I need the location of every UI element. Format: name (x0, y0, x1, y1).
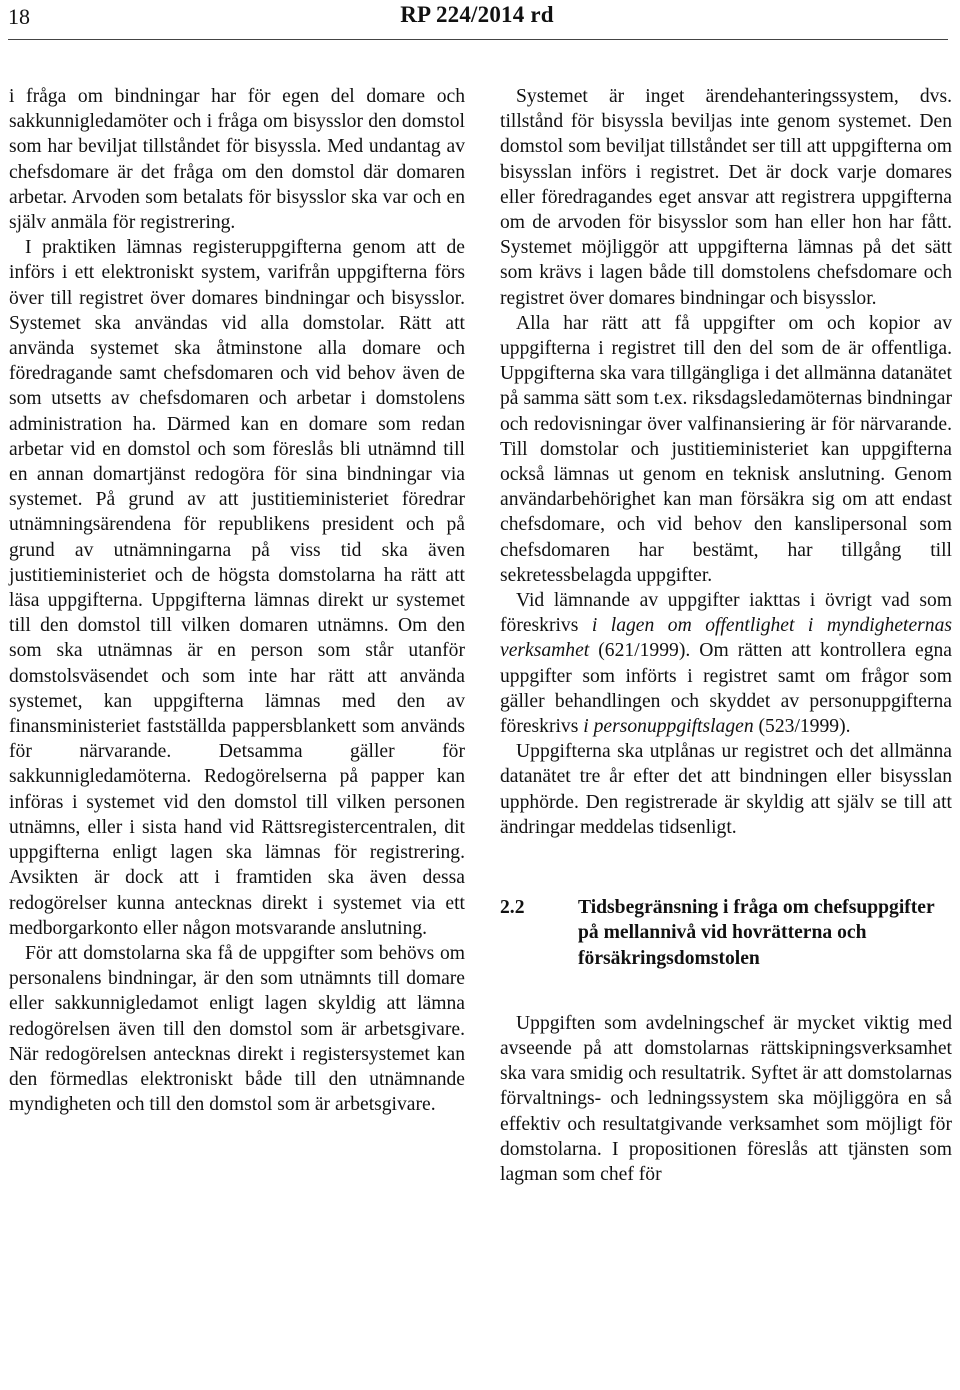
paragraph: Systemet är inget ärendehanteringssystem, dvs. tillstånd för bisyssla beviljas inte genom systemet. Den domstol som beviljat tillståndet ser till att uppgifterna om bisysslan införs i registret. Det är dock varje domares eller föredragandes eget ansvar att registrera uppgifterna om de arvoden för bisysslor som han eller hon har fått. Systemet möjliggör att uppgifterna lämnas på det sätt som krävs i lagen både till domstolens chefsdomare och registret över domares bindningar och bisysslor. (500, 86, 952, 309)
paragraph-text: (523/1999). (753, 716, 851, 738)
section-title: Tidsbegränsning i fråga om chefsuppgifter på mellannivå vid hovrätterna och försäkringsdomstolen (578, 897, 935, 969)
header-rule (8, 39, 948, 40)
left-column (9, 84, 465, 1117)
paragraph: Uppgifterna ska utplånas ur registret och det allmänna datanätet tre år efter det att bindningen eller bisysslan upphörde. Den registrerade är skyldig att själv se till att ändringar meddelas tidsenligt. (500, 741, 952, 838)
paragraph: i fråga om bindningar har för egen del domare och sakkunnigledamöter och i fråga om bisysslor den domstol som har beviljat tillståndet för bisyssla. Med undantag av chefsdomare är det fråga om den domstol där domaren arbetar. Arvoden som betalats för bisysslor ska var och en själv anmäla för registrering. (9, 86, 465, 234)
paragraph: I praktiken lämnas registeruppgifterna genom att de införs i ett elektroniskt system, varifrån uppgifterna förs över till registret över domares bindningar och bisysslor. Systemet ska användas vid alla domstolar. Rätt att använda systemet ska åtminstone alla domare och föredragande samt chefsdomaren och vid behov även de som utsetts av chefsdomaren och arbetar i domstolens administration ha. Därmed kan en domare som redan arbetar vid en domstol och som föreslås bli utnämnd till en annan domartjänst redogöra för sina bindningar via systemet. På grund av att justitieministeriet föredrar utnämningsärendena för republikens president och på grund av utnämningarna på viss tid ska även justitieministeriet och de högsta domstolarna ha rätt att läsa uppgifterna. Uppgifterna lämnas direkt ur systemet till den domstol till vilken domaren utnämns. Om den som ska utnämnas är en person som står utanför domstolsväsendet och som inte har rätt att använda systemet, kan uppgifterna lämnas med den av finansministeriet fastställda pappersblankett som används för närvarande. Detsamma gäller för sakkunnigledamöterna. Redogörelserna på papper kan införas i systemet vid den domstol till vilken personen utnämns, eller i sista hand vid Rättsregistercentralen, dit uppgifterna enligt lagen ska lämnas för registrering. Avsikten är dock att i framtiden ska även dessa redogörelser kunna antecknas direkt i systemet via ett medborgarkonto eller någon motsvarande anslutning. (9, 237, 465, 939)
paragraph-text: (621/1999). Om rätten att kontrollera egna uppgifter som införts i registret samt om frågor som gäller behandlingen och skyddet av personuppgifterna föreskrivs (500, 640, 952, 738)
section-number: 2.2 (500, 897, 525, 919)
paragraph: Uppgiften som avdelningschef är mycket viktig med avseende på att domstolarnas rättskipningsverksamhet ska vara smidig och resultatrik. Syftet är att domstolarnas förvaltnings- och ledningssystem ska möjliggöra en så effektiv och resultatgivande verksamhet som möjligt för domstolarna. I propositionen föreslås att tjänsten som lagman som chef för (500, 1012, 952, 1185)
paragraph-text: Vid lämnande av uppgifter iakttas i övrigt vad som föreskrivs (500, 590, 952, 637)
document-id: RP 224/2014 rd (400, 2, 554, 27)
page-number: 18 (8, 4, 30, 29)
paragraph (500, 588, 952, 739)
law-reference: i lagen om offentlighet i myndigheternas verksamhet (500, 615, 952, 662)
section-heading (500, 895, 952, 971)
right-column (500, 84, 952, 1187)
page-header (8, 0, 946, 34)
paragraph: Alla har rätt att få uppgifter om och kopior av uppgifterna i registret till den del som de är offentliga. Uppgifterna ska vara tillgängliga i det allmänna datanätet på samma sätt som t.ex. riksdagsledamöternas bindningar och redovisningar över valfinansiering är för närvarande. Till domstolar och justitieministeriet kan uppgifterna också lämnas ut genom en teknisk anslutning. Genom användarbehörighet kan man försäkra sig om att endast chefsdomare, och vid behov den kanslipersonal som chefsdomaren har bestämt, har tillgång till sekretessbelagda uppgifter. (500, 312, 952, 586)
law-reference: i personuppgiftslagen (583, 716, 754, 738)
paragraph: För att domstolarna ska få de uppgifter som behövs om personalens bindningar, är den som utnämnts till domare eller sakkunnigledamot enligt lagen skyldig att lämna redogörelsen även till den domstol som är arbetsgivare. När redogörelsen antecknas direkt i registersystemet kan den förmedlas elektroniskt både till den utnämnande myndigheten och till den domstol som är arbetsgivare. (9, 942, 465, 1116)
